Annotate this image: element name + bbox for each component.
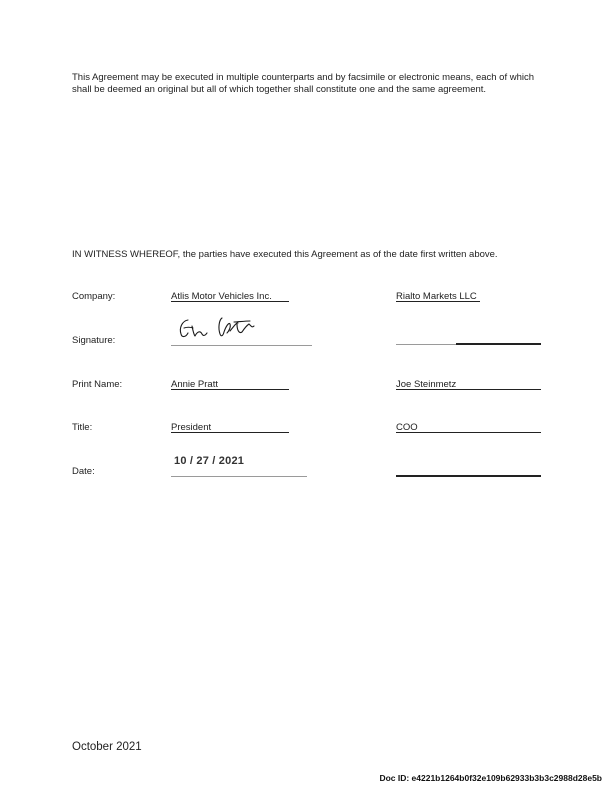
party-b-company-line [396, 301, 480, 302]
party-a-date-line [171, 476, 307, 477]
party-a-company-line [171, 301, 289, 302]
footer-date: October 2021 [72, 741, 142, 753]
date-label: Date: [72, 466, 95, 477]
party-a-title-line [171, 432, 289, 433]
party-b-company: Rialto Markets LLC [396, 291, 477, 302]
party-a-signature [174, 314, 264, 342]
party-b-print-name-line [396, 389, 541, 390]
party-b-title-line [396, 432, 541, 433]
party-a-print-name: Annie Pratt [171, 379, 218, 390]
witness-paragraph: IN WITNESS WHEREOF, the parties have executed this Agreement as of the date first written above. [72, 249, 498, 260]
counterparts-paragraph: This Agreement may be executed in multiple counterparts and by facsimile or electronic means, each of which shall be deemed an original but all of which together shall constitute one and the same agreement. [72, 72, 535, 95]
title-label: Title: [72, 422, 93, 433]
signature-label: Signature: [72, 335, 116, 346]
party-a-title: President [171, 422, 212, 433]
party-a-date: 10 / 27 / 2021 [174, 455, 245, 467]
party-b-signature-line [456, 343, 541, 345]
party-b-print-name: Joe Steinmetz [396, 379, 457, 390]
party-a-print-name-line [171, 389, 289, 390]
party-b-signature-line-left [396, 344, 458, 345]
print-name-label: Print Name: [72, 379, 123, 390]
company-label: Company: [72, 291, 116, 302]
party-a-company: Atlis Motor Vehicles Inc. [171, 291, 272, 302]
party-a-signature-line [171, 345, 312, 346]
party-b-title: COO [396, 422, 418, 433]
doc-id: Doc ID: e4221b1264b0f32e109b62933b3b3c2988d28e5b [379, 773, 602, 783]
party-b-date-line [396, 475, 541, 477]
